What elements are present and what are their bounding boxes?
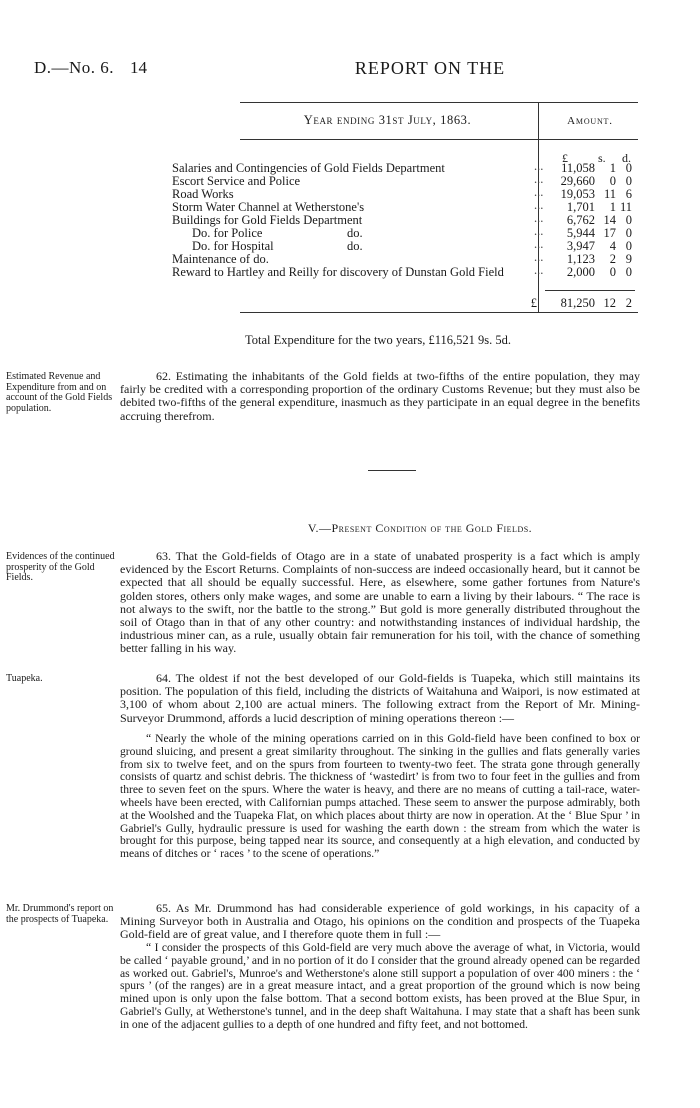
- row-shillings: 17: [603, 226, 616, 240]
- total-shillings: 12: [603, 296, 616, 310]
- total-expenditure-line: Total Expenditure for the two years, £116,521 9s. 5d.: [245, 333, 511, 347]
- row-shillings: 4: [609, 239, 616, 253]
- total-pounds: 81,250: [560, 296, 595, 310]
- row-shillings: 2: [609, 252, 616, 266]
- unit-pounds: £: [562, 151, 568, 165]
- row-pence: 0: [625, 265, 632, 279]
- expenditure-rows: [172, 162, 632, 279]
- row-pounds: 29,660: [560, 174, 595, 188]
- paragraph-62: 62. Estimating the inhabitants of the Gold fields at two-fifths of the entire population, they may fairly be credited with a corresponding proportion of the ordinary Customs Revenue; but they must also be debited two-fifths of the general expenditure, inasmuch as they participate in an equal degree in the benefits accruing therefrom.: [120, 369, 640, 423]
- paragraph-63: 63. That the Gold-fields of Otago are in a state of unabated prosperity is a fact which is amply evidenced by the Escort Returns. Complaints of non-success are indeed occasionally heard, but it cannot be expected that all should be equally successful. Here, as elsewhere, some gather fortunes from Nature's golden stores, others only make wages, and some are unable to earn a living by their labours. “ The race is not always to the swift, nor the battle to the strong.” But gold is more generally distributed throughout the soil of Otago than in that of any other country: and notwithstanding instances of individual hardship, the industrious miner can, as a rule, usually obtain fair remuneration for his toil, with the chance of something better falling in his way.: [120, 549, 640, 656]
- row-shillings: 0: [609, 174, 616, 188]
- row-pounds: 1,123: [566, 252, 595, 266]
- row-label: Do. for Hospital: [192, 239, 274, 253]
- paragraph-64: 64. The oldest if not the best developed of our Gold-fields is Tuapeka, which still maintains its position. The population of this field, including the districts of Waitahuna and Waipori, is now estimated at 3,100 of whom about 2,100 are actual miners. The following extract from the Report of Mr. Mining-Surveyor Drummond, affords a lucid description of mining operations thereon :—: [120, 671, 640, 725]
- row-label: Do. for Police: [192, 226, 263, 240]
- table-top-rule: [240, 102, 638, 103]
- row-ditto: do.: [347, 239, 363, 253]
- side-note-63: Evidences of the continued prosperity of the Gold Fields.: [6, 551, 115, 583]
- section-title: V.—Present Condition of the Gold Fields.: [307, 521, 533, 535]
- row-pence: 0: [625, 213, 632, 227]
- quote-65: “ I consider the prospects of this Gold-field are very much above the average of what, in Victoria, would be called ‘ payable ground,’ and in no portion of it do I consider that the ground already opened can be regarded as worked out. Gabriel's, Munroe's and Wetherstone's alone still support a population of over 400 miners : the ‘ spurs ’ (of the ranges) are in a great measure intact, and a great proportion of the ground which is now being mined upon is only upon the false bottom. That a second bottom exists, has been proved at the Blue Spur, in Gabriel's Gully, at Wetherstone's tunnel, and in the deep shaft Waitahuna. I may state that a shaft has been sunk in one of the adjacent gullies to a depth of one hundred and fifty feet, and not bottomed.: [120, 941, 640, 1031]
- document-reference: D.—No. 6.: [34, 58, 115, 77]
- row-shillings: 0: [609, 265, 616, 279]
- row-shillings: 11: [603, 187, 616, 201]
- row-label: Reward to Hartley and Reilly for discovery of Dunstan Gold Field: [172, 265, 504, 279]
- unit-pence: d.: [622, 151, 631, 165]
- row-pence: 0: [625, 226, 632, 240]
- row-label: Buildings for Gold Fields Department: [172, 213, 363, 227]
- page-number: 14: [130, 58, 147, 77]
- table-row: [172, 266, 632, 279]
- row-pence: 6: [625, 187, 632, 201]
- row-pence: 0: [625, 239, 632, 253]
- row-shillings: 1: [609, 161, 616, 175]
- section-divider-rule: [368, 470, 416, 471]
- row-pence: 11: [619, 200, 632, 214]
- row-label: Storm Water Channel at Wetherstone's: [172, 200, 365, 214]
- table-heading-amount: Amount.: [567, 115, 613, 127]
- row-pounds: 2,000: [566, 265, 595, 279]
- table-heading-rule: [240, 139, 638, 140]
- row-pence: 0: [625, 161, 632, 175]
- row-ditto: do.: [347, 226, 363, 240]
- row-label: Escort Service and Police: [172, 174, 301, 188]
- row-pence: 9: [625, 252, 632, 266]
- row-label: Maintenance of do.: [172, 252, 269, 266]
- row-shillings: 14: [603, 213, 616, 227]
- paragraph-65: 65. As Mr. Drummond has had considerable experience of gold workings, in his capacity of a Mining Surveyor both in Australia and Otago, his opinions on the condition and prospects of the Tuapeka Gold-field are of great value, and I therefore quote them in full :—: [120, 901, 640, 942]
- total-row: [172, 297, 632, 310]
- row-pounds: 1,701: [566, 200, 595, 214]
- row-pounds: 5,944: [566, 226, 595, 240]
- total-rule: [545, 290, 635, 291]
- table-heading-year: Year ending 31st July, 1863.: [303, 113, 472, 127]
- table-bottom-rule: [240, 312, 638, 313]
- row-pounds: 3,947: [566, 239, 595, 253]
- unit-shillings: s.: [598, 151, 606, 165]
- side-note-62: Estimated Revenue and Expenditure from and on account of the Gold Fields population.: [6, 371, 113, 414]
- total-currency: £: [530, 296, 537, 310]
- quote-64: “ Nearly the whole of the mining operations carried on in this Gold-field have been confined to box or ground sluicing, and present a great similarity throughout. The sinking in the gullies and flats generally varies from six to twelve feet, and on the spurs from fourteen to twenty-two feet. The strata gone through generally consists of quartz and schist debris. The thickness of ‘wastedirt’ is from two to four feet in the gullies and from three to seven feet on the spurs. Where the water is heavy, and there are no means of cutting a tail-race, water-wheels have been erected, with Californian pumps attached. These seem to answer the purpose admirably, both at the Woolshed and the Tuapeka Flat, on which places about thirty are now in operation. At the ‘ Blue Spur ’ in Gabriel's Gully, hydraulic pressure is used for washing the earth down : the stream from which the water is brought for this purpose, being tapped near its source, and consequently at a high elevation, and conducted by means of ditches or ‘ races ’ to the scene of operations.”: [120, 732, 640, 861]
- row-pounds: 19,053: [560, 187, 595, 201]
- total-pence: 2: [625, 296, 632, 310]
- side-note-65: Mr. Drummond's report on the prospects of Tuapeka.: [6, 903, 114, 925]
- row-label: Road Works: [172, 187, 234, 201]
- row-pounds: 11,058: [561, 161, 595, 175]
- row-label: Salaries and Contingencies of Gold Fields Department: [172, 161, 445, 175]
- row-pence: 0: [625, 174, 632, 188]
- side-note-64: Tuapeka.: [6, 673, 43, 684]
- row-pounds: 6,762: [566, 213, 595, 227]
- row-shillings: 1: [609, 200, 616, 214]
- running-title: REPORT ON THE: [354, 58, 506, 78]
